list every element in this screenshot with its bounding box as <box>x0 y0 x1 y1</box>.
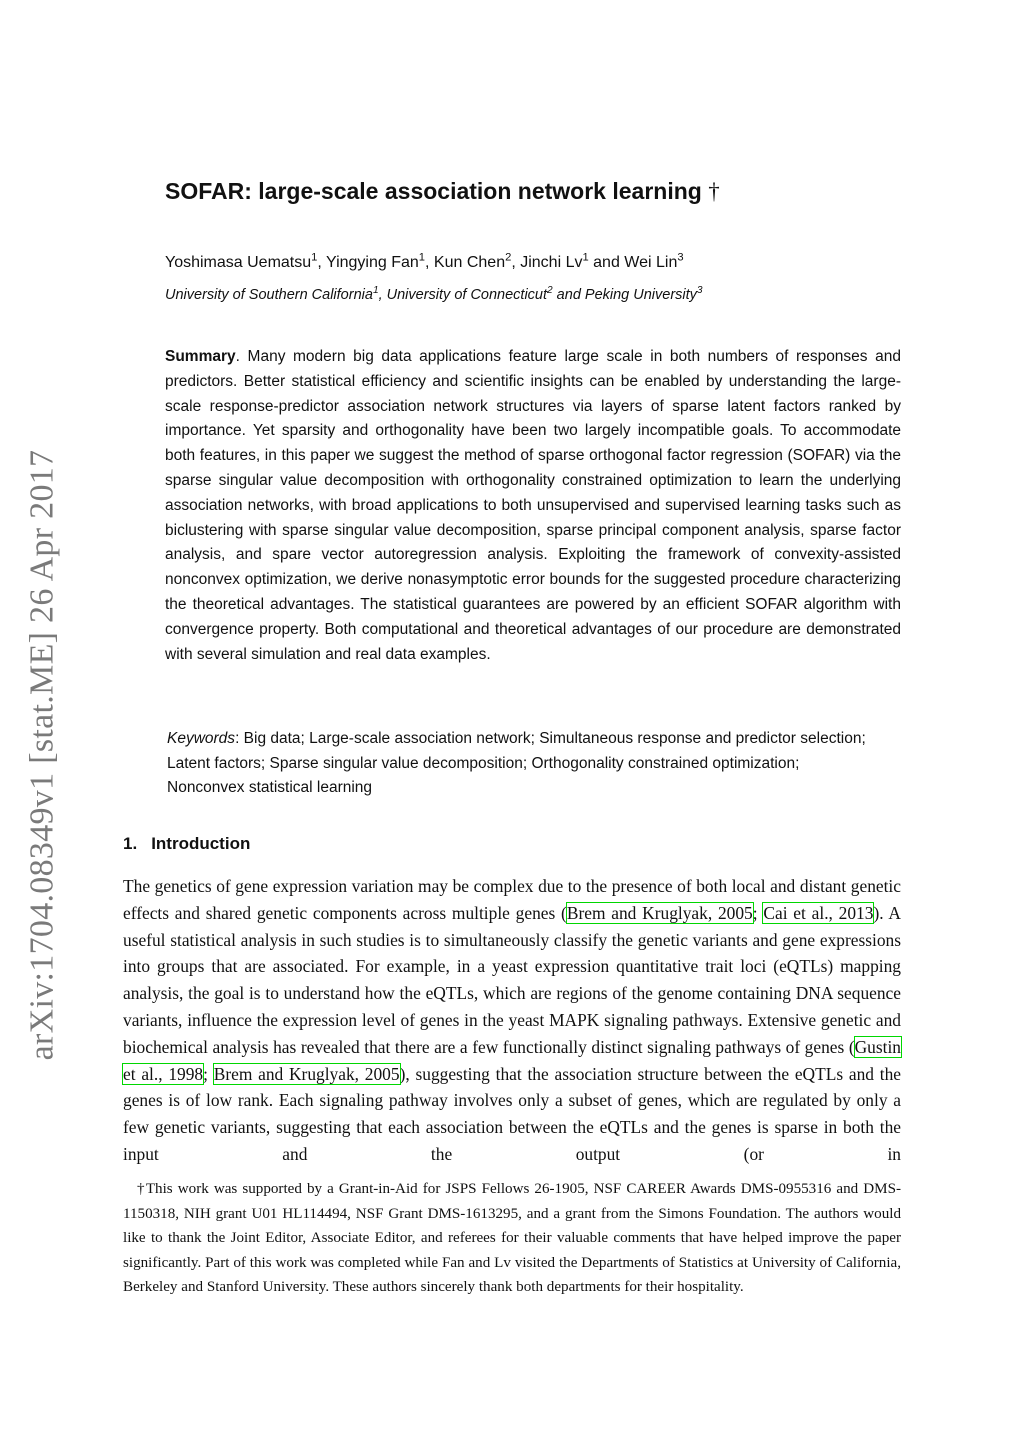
title-footnote-mark: † <box>708 179 720 204</box>
section-number: 1. <box>123 834 138 853</box>
intro-text: ), suggesting that the association structure between the eQTLs and the genes is of low rank. Each signaling pathway involves only a subset of genes, which are regulated by only a few genetic variants, suggesting that each association between the eQTLs and the genes is sparse in both the input and the output (or in <box>123 1063 902 1164</box>
author-affiliation-index: 2 <box>505 251 512 264</box>
abstract <box>165 345 901 667</box>
arxiv-sidebar-stamp <box>10 440 74 1070</box>
funding-footnote: †This work was supported by a Grant-in-Aid for JSPS Fellows 26-1905, NSF CAREER Awards DMS-0955316 and DMS-1150318, NIH grant U01 HL114494, NSF Grant DMS-1613295, and a grant from the Simons Foundation. The authors would like to thank the Joint Editor, Associate Editor, and referees for their valuable comments that have helped improve the paper significantly. Part of this work was completed while Fan and Lv visited the Departments of Statistics at University of California, Berkeley and Stanford University. These authors sincerely thank both departments for their hospitality. <box>123 1181 901 1295</box>
author-name: Jinchi Lv <box>520 254 583 271</box>
author-name: Yingying Fan <box>326 254 419 271</box>
affiliation-index: 1 <box>372 285 379 297</box>
author-affiliation-index: 1 <box>582 251 589 264</box>
paper-title <box>165 178 925 205</box>
affiliation-name: University of Southern California <box>165 287 373 303</box>
intro-text: ). A useful statistical analysis in such studies is to simultaneously classify the genetic variants and gene expressions into groups that are associated. For example, in a yeast expression quantitative trait loci (eQTLs) mapping analysis, the goal is to understand how the eQTLs, which are regions of the genome containing DNA sequence variants, influence the expression level of genes in the yeast MAPK signaling pathways. Extensive genetic and biochemical analysis has revealed that there are a few functionally distinct signaling pathways of genes ( <box>123 902 901 1057</box>
section-heading <box>123 834 250 854</box>
author-list <box>165 251 925 272</box>
citation-link[interactable]: Gustin et al., 1998 <box>123 1036 901 1084</box>
affiliation-list <box>165 287 925 303</box>
author-name: Kun Chen <box>433 254 506 271</box>
keywords-label: Keywords <box>167 730 236 747</box>
author-separator: and <box>588 254 625 271</box>
summary-text: . Many modern big data applications feature large scale in both numbers of responses and predictors. Better statistical efficiency and scientific insights can be enabled by understanding the large-scale response-predictor association network structures via layers of sparse latent factors ranked by importance. Yet sparsity and orthogonality have been two largely incompatible goals. To accommodate both features, in this paper we suggest the method of sparse orthogonal factor regression (SOFAR) via the sparse singular value decomposition with orthogonality constrained optimization to learn the underlying association networks, with broad applications to both unsupervised and supervised learning tasks such as biclustering with sparse singular value decomposition, sparse principal component analysis, sparse factor analysis, and spare vector autoregression analysis. Exploiting the framework of convexity-assisted nonconvex optimization, we derive nonasymptotic error bounds for the suggested procedure characterizing the theoretical advantages. The statistical guarantees are powered by an efficient SOFAR algorithm with convergence property. Both computational and theoretical advantages of our procedure are demonstrated with several simulation and real data examples. <box>165 348 901 663</box>
author-separator: , <box>425 254 434 271</box>
summary-label: Summary <box>165 348 236 365</box>
intro-text: ; <box>203 1063 214 1084</box>
citation-link[interactable]: Cai et al., 2013 <box>763 902 874 923</box>
paper-title-text: SOFAR: large-scale association network learning <box>165 178 702 204</box>
affiliation-index: 3 <box>696 285 703 297</box>
author-name: Wei Lin <box>624 254 678 271</box>
affiliation-name: Peking University <box>584 287 697 303</box>
keywords <box>167 727 877 801</box>
author-name: Yoshimasa Uematsu <box>165 254 312 271</box>
keywords-text: : Big data; Large-scale association network; Simultaneous response and predictor selection; Latent factors; Sparse singular value decomposition; Orthogonality constrained optimization; Nonconvex statistical learning <box>167 730 866 796</box>
author-separator: , <box>511 254 521 271</box>
author-separator: , <box>317 254 326 271</box>
introduction-paragraph <box>123 873 901 1168</box>
arxiv-identifier: arXiv:1704.08349v1 [stat.ME] 26 Apr 2017 <box>23 449 60 1061</box>
author-affiliation-index: 3 <box>677 251 684 264</box>
intro-text: The genetics of gene expression variation may be complex due to the presence of both local and distant genetic effects and shared genetic components across multiple genes ( <box>123 876 901 923</box>
intro-text: ; <box>752 902 764 923</box>
affiliation-name: University of Connecticut <box>386 287 548 303</box>
author-affiliation-index: 1 <box>418 251 426 264</box>
citation-link[interactable]: Brem and Kruglyak, 2005 <box>566 902 753 923</box>
author-affiliation-index: 1 <box>311 251 318 264</box>
affiliation-separator: and <box>552 287 585 303</box>
affiliation-index: 2 <box>547 285 553 297</box>
affiliation-separator: , <box>378 287 387 303</box>
section-title: Introduction <box>151 834 251 853</box>
citation-link[interactable]: Brem and Kruglyak, 2005 <box>213 1063 400 1084</box>
